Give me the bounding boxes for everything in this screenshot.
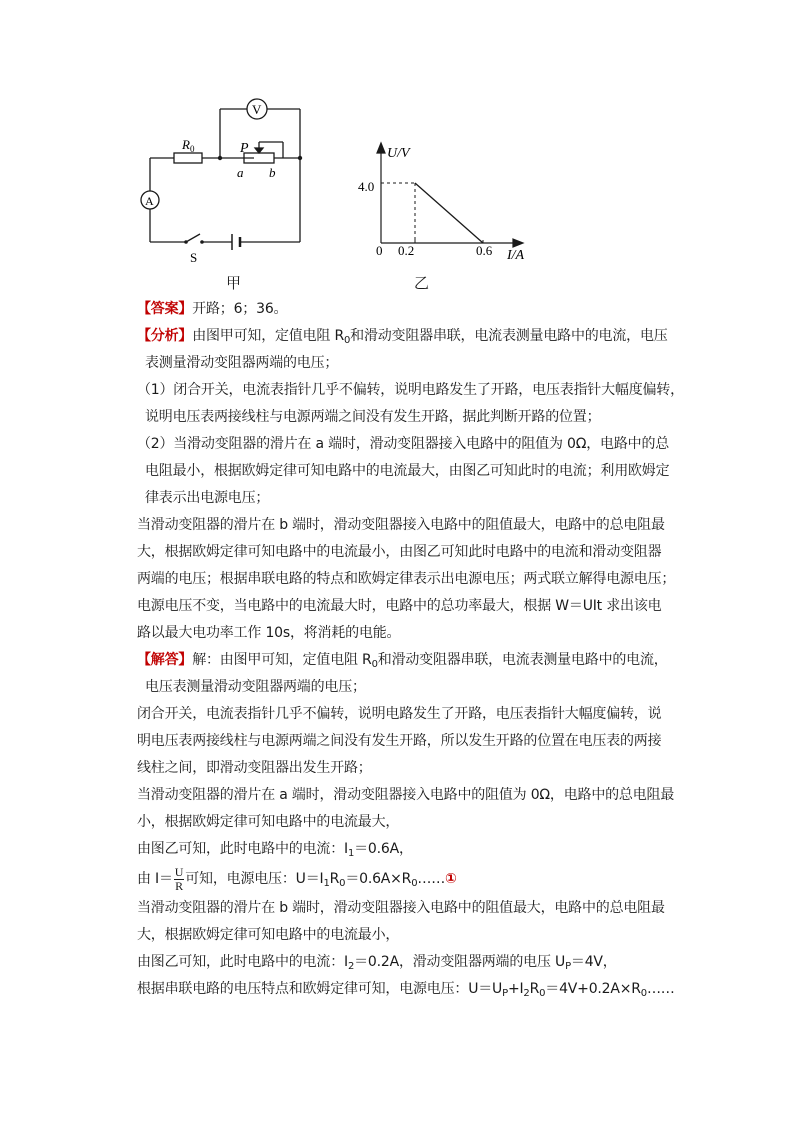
- switch-contact: [200, 240, 204, 244]
- x-tick-label-1: 0.2: [398, 243, 415, 258]
- answer-line: [137, 296, 677, 323]
- label-r0: $R_0$: [182, 137, 195, 154]
- text-run: 根据串联电路的电压特点和欧姆定律可知，电源电压：U＝U: [137, 981, 503, 997]
- text-line: 律表示出电源电压；: [145, 490, 270, 506]
- text-run: +I: [507, 981, 524, 997]
- ammeter-label: A: [145, 194, 154, 208]
- equation-line: [137, 949, 677, 976]
- text-run: ……: [417, 871, 445, 887]
- text-run: 由图甲可知，定值电阻 R: [192, 328, 344, 344]
- subscript: P: [565, 961, 571, 972]
- junction-dot: [298, 156, 302, 160]
- subscript: P: [502, 988, 508, 999]
- text-run: 由图乙可知，此时电路中的电流：I: [137, 954, 348, 970]
- text-run: ＝4V+0.2A×R: [545, 981, 641, 997]
- y-axis-label: U/V: [387, 146, 410, 161]
- text-line: 大，根据欧姆定律可知电路中的电流最小，: [137, 927, 400, 943]
- text-run: 由 I＝: [137, 871, 173, 887]
- text-run: R: [529, 981, 540, 997]
- text-run: 可知，电源电压：U＝I: [185, 871, 324, 887]
- text-run: 和滑动变阻器串联，电流表测量电路中的电流，电压: [350, 328, 668, 344]
- switch-label: S: [190, 250, 198, 265]
- equation-number-1: ①: [445, 871, 457, 887]
- fraction-denominator: R: [175, 878, 183, 893]
- subscript: 0: [411, 878, 418, 889]
- equation-line: [137, 976, 677, 1003]
- text-run: R: [329, 871, 340, 887]
- text-run: ＝0.2A，滑动变阻器两端的电压 U: [354, 954, 566, 970]
- analysis-tag: 【分析】: [137, 328, 193, 344]
- y-tick-label: 4.0: [358, 179, 375, 194]
- subscript: 0: [339, 878, 346, 889]
- text-run: ＝4V，: [570, 954, 617, 970]
- subscript: 0: [539, 988, 546, 999]
- text-line: 路以最大电功率工作 10s，将消耗的电能。: [137, 625, 401, 641]
- answer-text: 开路；6；36。: [192, 301, 288, 317]
- text-line: 小，根据欧姆定律可知电路中的电流最大，: [137, 814, 400, 830]
- text-run: ……: [646, 981, 675, 997]
- analysis-line: [137, 323, 677, 350]
- text-line: 当滑动变阻器的滑片在 b 端时，滑动变阻器接入电路中的阻值最大，电路中的总电阻最: [137, 517, 665, 533]
- text-line: 当滑动变阻器的滑片在 b 端时，滑动变阻器接入电路中的阻值最大，电路中的总电阻最: [137, 900, 665, 916]
- label-b: b: [269, 165, 276, 180]
- text-line: 线柱之间，即滑动变阻器出发生开路；: [137, 760, 372, 776]
- subscript: 0: [640, 988, 647, 999]
- text-run: ＝0.6A，: [354, 841, 413, 857]
- text-run: 由图乙可知，此时电路中的电流：I: [137, 841, 348, 857]
- fraction: [174, 866, 184, 893]
- text-line: 电阻最小，根据欧姆定律可知电路中的电流最大，由图乙可知此时的电流；利用欧姆定: [145, 463, 670, 479]
- x-tick-label-2: 0.6: [476, 243, 493, 258]
- text-line: （2）当滑动变阻器的滑片在 a 端时，滑动变阻器接入电路中的阻值为 0Ω，电路中的总: [137, 436, 670, 452]
- text-line: 当滑动变阻器的滑片在 a 端时，滑动变阻器接入电路中的阻值为 0Ω，电路中的总电阻最: [137, 787, 675, 803]
- text-line: 电压表测量滑动变阻器两端的电压；: [145, 679, 366, 695]
- circuit-diagram: [140, 92, 320, 272]
- text-line: 两端的电压；根据串联电路的特点和欧姆定律表示出电源电压；两式联立解得电源电压；: [137, 571, 676, 587]
- subscript: 1: [323, 878, 330, 889]
- text-run: ＝0.6A×R: [345, 871, 412, 887]
- text-line: 表测量滑动变阻器两端的电压；: [145, 355, 339, 371]
- figure-b-caption: 乙: [414, 274, 430, 292]
- subscript: 0: [343, 335, 351, 346]
- x-axis-label: I/A: [507, 248, 525, 260]
- answer-tag: 【答案】: [137, 301, 193, 317]
- data-line-segment: [415, 183, 483, 243]
- subscript: 1: [347, 848, 355, 859]
- text-line: 明电压表两接线柱与电源两端之间没有发生开路，所以发生开路的位置在电压表的两接: [137, 733, 662, 749]
- text-line: （1）闭合开关，电流表指针几乎不偏转，说明电路发生了开路，电压表指针大幅度偏转，: [137, 382, 684, 398]
- junction-dot: [218, 156, 222, 160]
- label-a: a: [237, 165, 244, 180]
- switch-contact: [184, 240, 188, 244]
- figure-a-caption: 甲: [226, 274, 242, 292]
- equation-line: [137, 863, 677, 895]
- subscript: 2: [347, 961, 355, 972]
- text-run: 和滑动变阻器串联，电流表测量电路中的电流，: [377, 652, 668, 668]
- subscript: 0: [371, 659, 378, 670]
- text-line: 闭合开关，电流表指针几乎不偏转，说明电路发生了开路，电压表指针大幅度偏转，说: [137, 706, 662, 722]
- solution-line: [137, 647, 677, 674]
- u-i-graph: [355, 135, 540, 260]
- fraction-numerator: U: [174, 864, 184, 879]
- label-p: P: [240, 141, 249, 156]
- solution-tag: 【解答】: [137, 652, 193, 668]
- solution-text: [137, 296, 684, 1003]
- subscript: 2: [523, 988, 530, 999]
- text-line: 电源电压不变，当电路中的电流最大时，电路中的总功率最大，根据 W＝UIt 求出该电: [137, 598, 662, 614]
- text-run: 解：由图甲可知，定值电阻 R: [192, 652, 372, 668]
- text-line: 说明电压表两接线柱与电源两端之间没有发生开路，据此判断开路的位置；: [145, 409, 601, 425]
- x-tick-label-0: 0: [376, 243, 383, 258]
- text-line: 大，根据欧姆定律可知电路中的电流最小，由图乙可知此时电路中的电流和滑动变阻器: [137, 544, 662, 560]
- equation-line: [137, 836, 677, 863]
- resistor-r0: [174, 153, 202, 163]
- voltmeter-label: V: [252, 102, 262, 117]
